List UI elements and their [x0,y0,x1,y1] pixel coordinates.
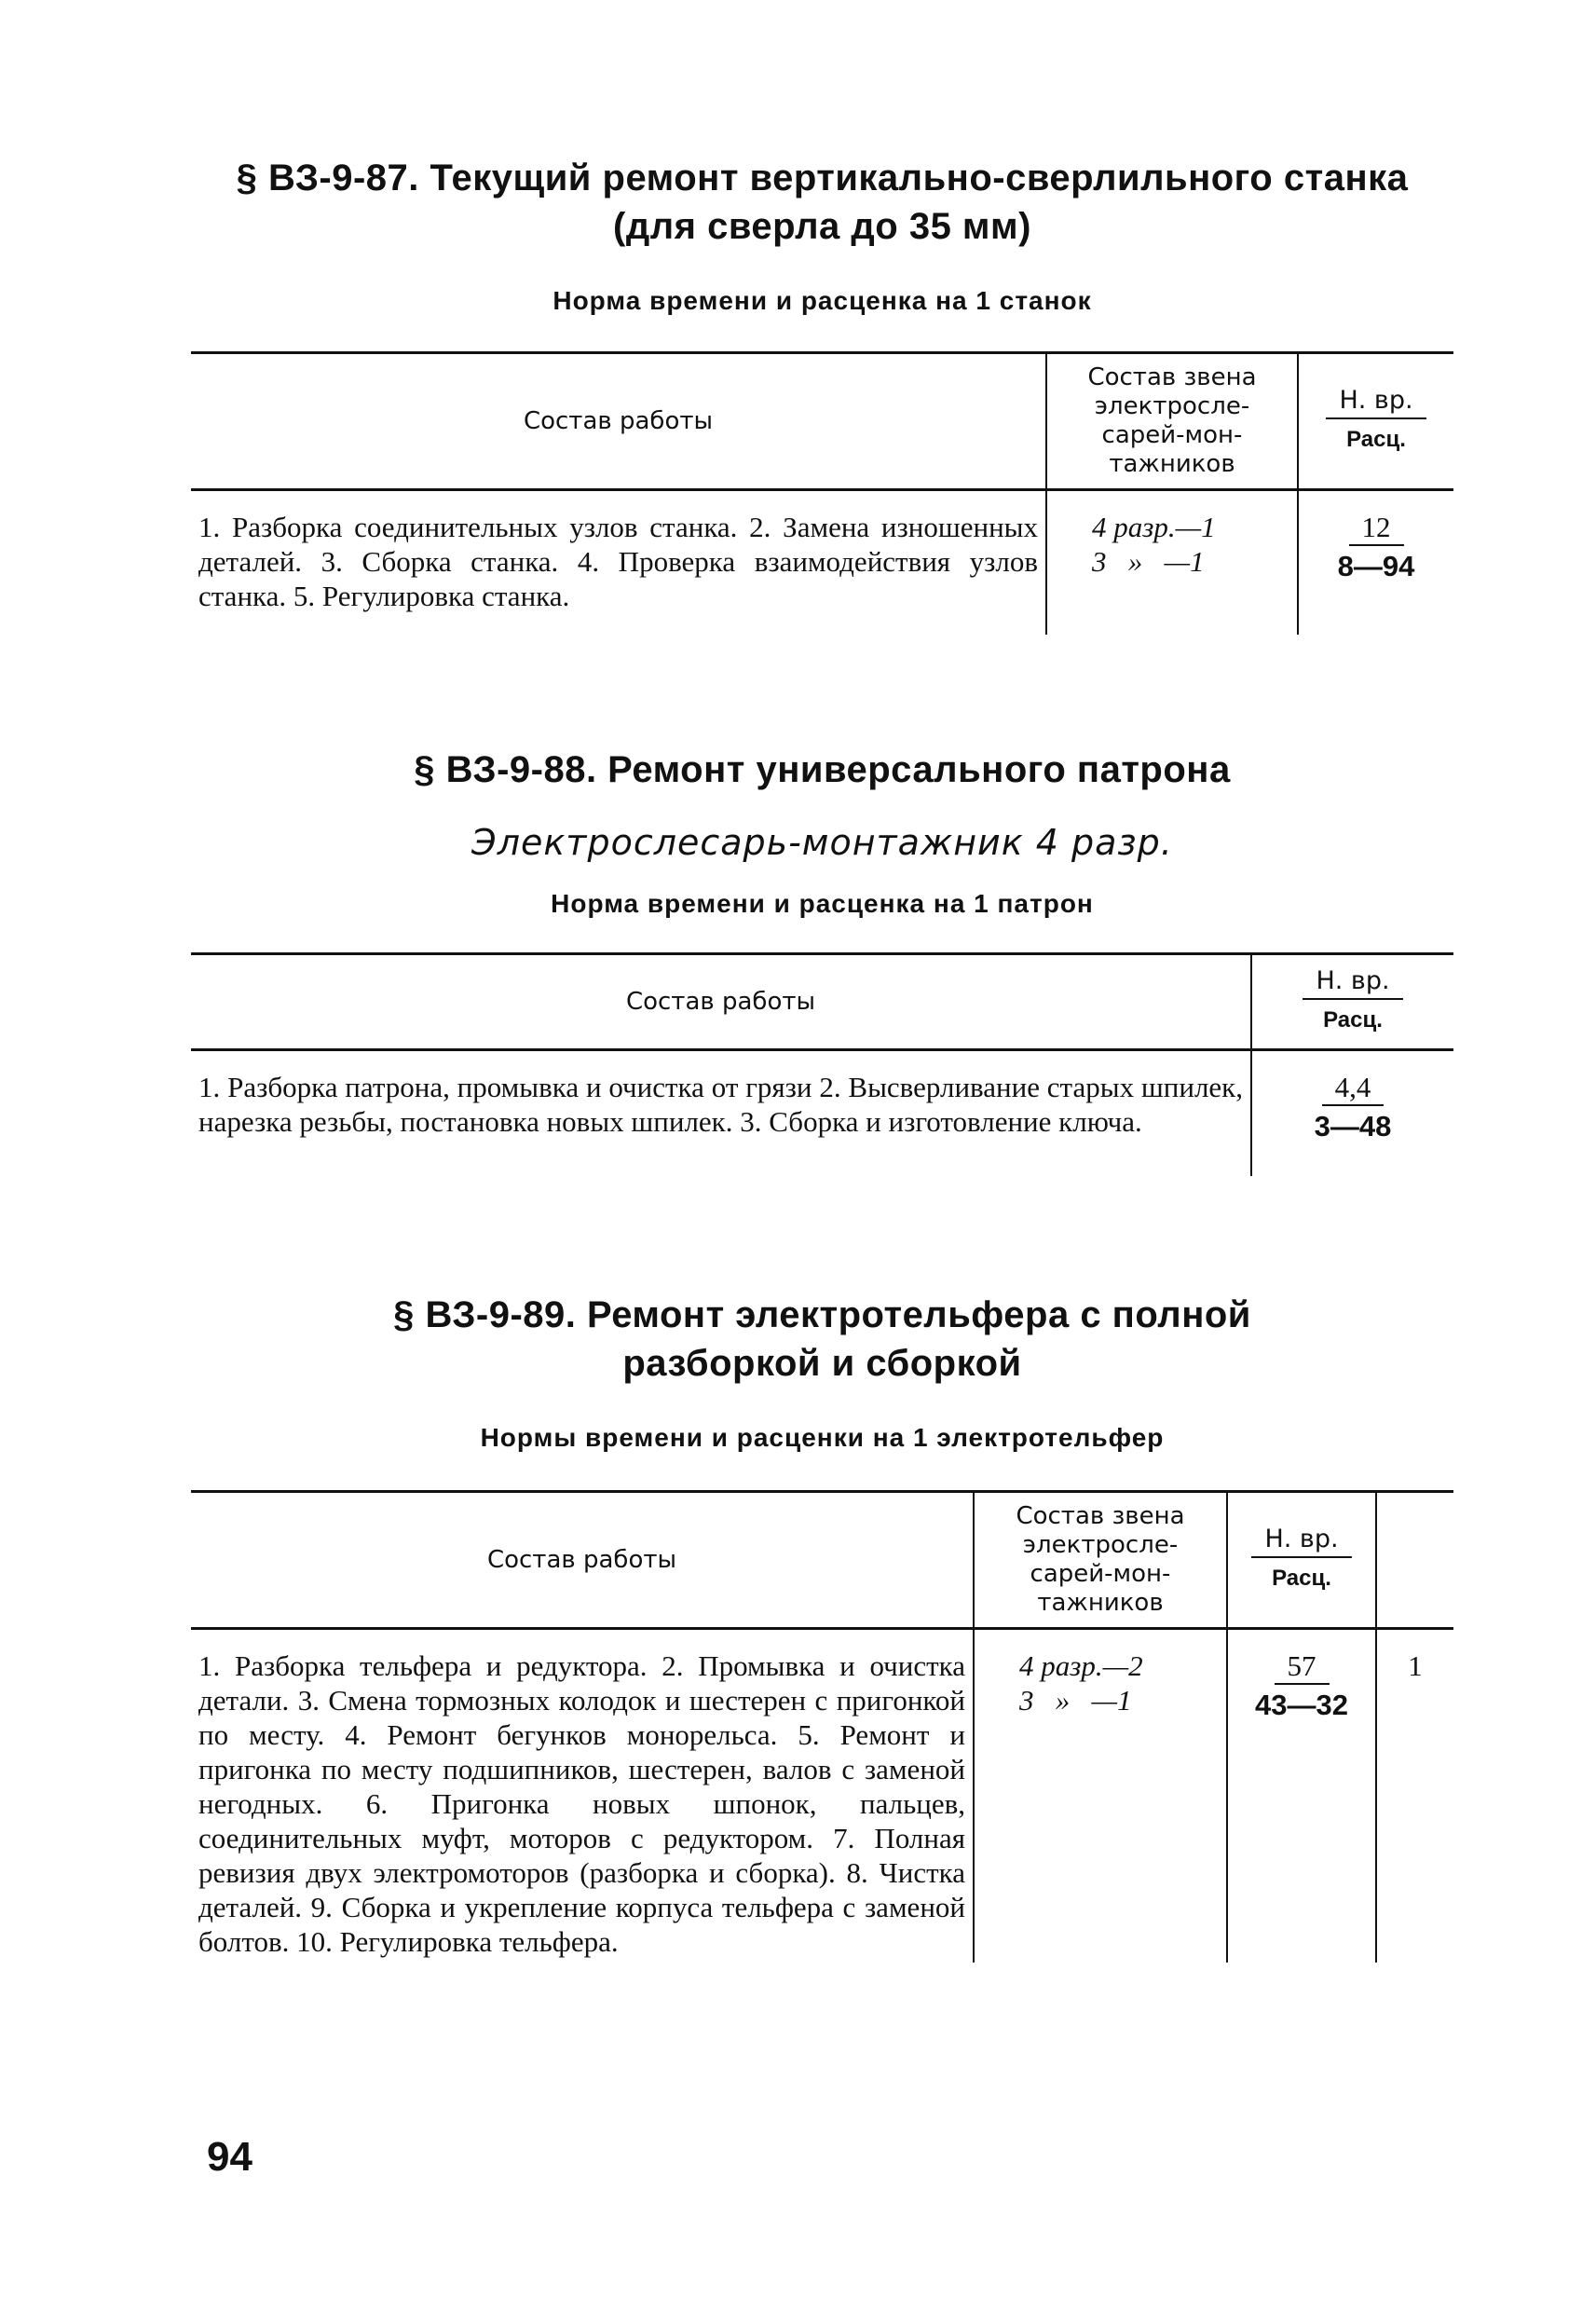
norm-caption: Норма времени и расценка на 1 патрон [551,889,1094,918]
heading-line-2: (для сверла до 35 мм) [613,206,1031,247]
section-heading [191,1291,1453,1388]
work-description: 1. Разборка патрона, промывка и очистка от грязи 2. Высверливание старых шпилек, нарезка резьбы, постановка новых шпилек. 3. Сборка и изготовление ключа. [198,1071,1243,1138]
heading-line-1: § ВЗ-9-87. Текущий ремонт вертикально-сверлильного станка [236,157,1409,198]
column-header-work: Состав работы [191,353,1046,490]
norm-time-value: 4,4 [1322,1071,1385,1106]
norm-rate-cell [1227,1629,1376,1963]
section-v3-9-88 [191,746,1453,1176]
norm-time-label: Н. вр. [1251,1523,1351,1558]
table-row [191,1629,1453,1963]
crew-composition [1046,490,1298,636]
table-row [191,490,1453,636]
rate-label: Расц. [1272,1566,1331,1591]
rate-label: Расц. [1323,1007,1383,1033]
table-header-row [191,954,1453,1050]
column-header-norm [1227,1492,1376,1629]
section-heading [191,154,1453,251]
crew-line: 4 разр.—2 [1019,1649,1143,1682]
table-header-row [191,1492,1453,1629]
heading-line-2: разборкой и сборкой [622,1343,1022,1384]
norm-rate-cell [1298,490,1453,636]
page-number: 94 [207,2134,252,2180]
column-header-crew: Состав звена электросле-сарей-мон-тажников [974,1492,1227,1629]
work-description: 1. Разборка тельфера и редуктора. 2. Промывка и очистка детали. 3. Смена тормозных колодок и шестерен с пригонкой по месту. 4. Ремонт бегунков монорельса. 5. Ремонт и пригонка по месту подшипников, шестерен, валов с заменой негодных. 6. Пригонка новых шпонок, пальцев, соединительных муфт, моторов с редуктором. 7. Полная ревизия двух электромоторов (разборка и сборка). 8. Чистка деталей. 9. Сборка и укрепление корпуса тельфера с заменой болтов. 10. Регулировка тельфера. [198,1649,965,1958]
work-table [191,351,1453,635]
section-heading: § ВЗ-9-88. Ремонт универсального патрона [414,749,1231,790]
column-header-work: Состав работы [191,1492,974,1629]
crew-composition [974,1629,1227,1963]
rate-label: Расц. [1346,427,1406,452]
norm-caption: Норма времени и расценка на 1 станок [552,286,1092,315]
table-header-row [191,353,1453,490]
work-table [191,952,1453,1176]
rate-value: 8—94 [1337,550,1415,582]
work-description: 1. Разборка соединительных узлов станка. 2. Замена изношенных деталей. 3. Сборка станка. 4. Проверка взаимодействия узлов станка. 5. Регулировка станка. [198,511,1038,612]
rate-value: 3—48 [1314,1110,1392,1142]
crew-line: 4 разр.—1 [1092,511,1216,543]
norm-time-label: Н. вр. [1303,964,1402,1000]
worker-qualification: Электрослесарь-монтажник 4 разр. [471,822,1173,863]
norm-time-label: Н. вр. [1326,384,1425,419]
column-header-norm [1298,353,1453,490]
crew-line: 3 » —1 [1092,545,1205,578]
norm-time-value: 57 [1275,1649,1330,1685]
norm-rate-cell [1251,1050,1453,1177]
norm-caption: Нормы времени и расценки на 1 электротельфер [480,1423,1165,1452]
row-number: 1 [1376,1629,1453,1963]
column-header-work: Состав работы [191,954,1251,1050]
table-row [191,1050,1453,1177]
work-table [191,1490,1453,1963]
crew-line: 3 » —1 [1019,1684,1132,1717]
section-v3-9-87 [191,154,1453,635]
column-header-number [1376,1492,1453,1629]
section-v3-9-89 [191,1291,1453,1963]
norm-time-value: 12 [1349,511,1404,546]
heading-line-1: § ВЗ-9-89. Ремонт электротельфера с полной [393,1294,1251,1335]
column-header-crew: Состав звена электросле-сарей-мон-тажников [1046,353,1298,490]
rate-value: 43—32 [1255,1689,1348,1721]
column-header-norm [1251,954,1453,1050]
